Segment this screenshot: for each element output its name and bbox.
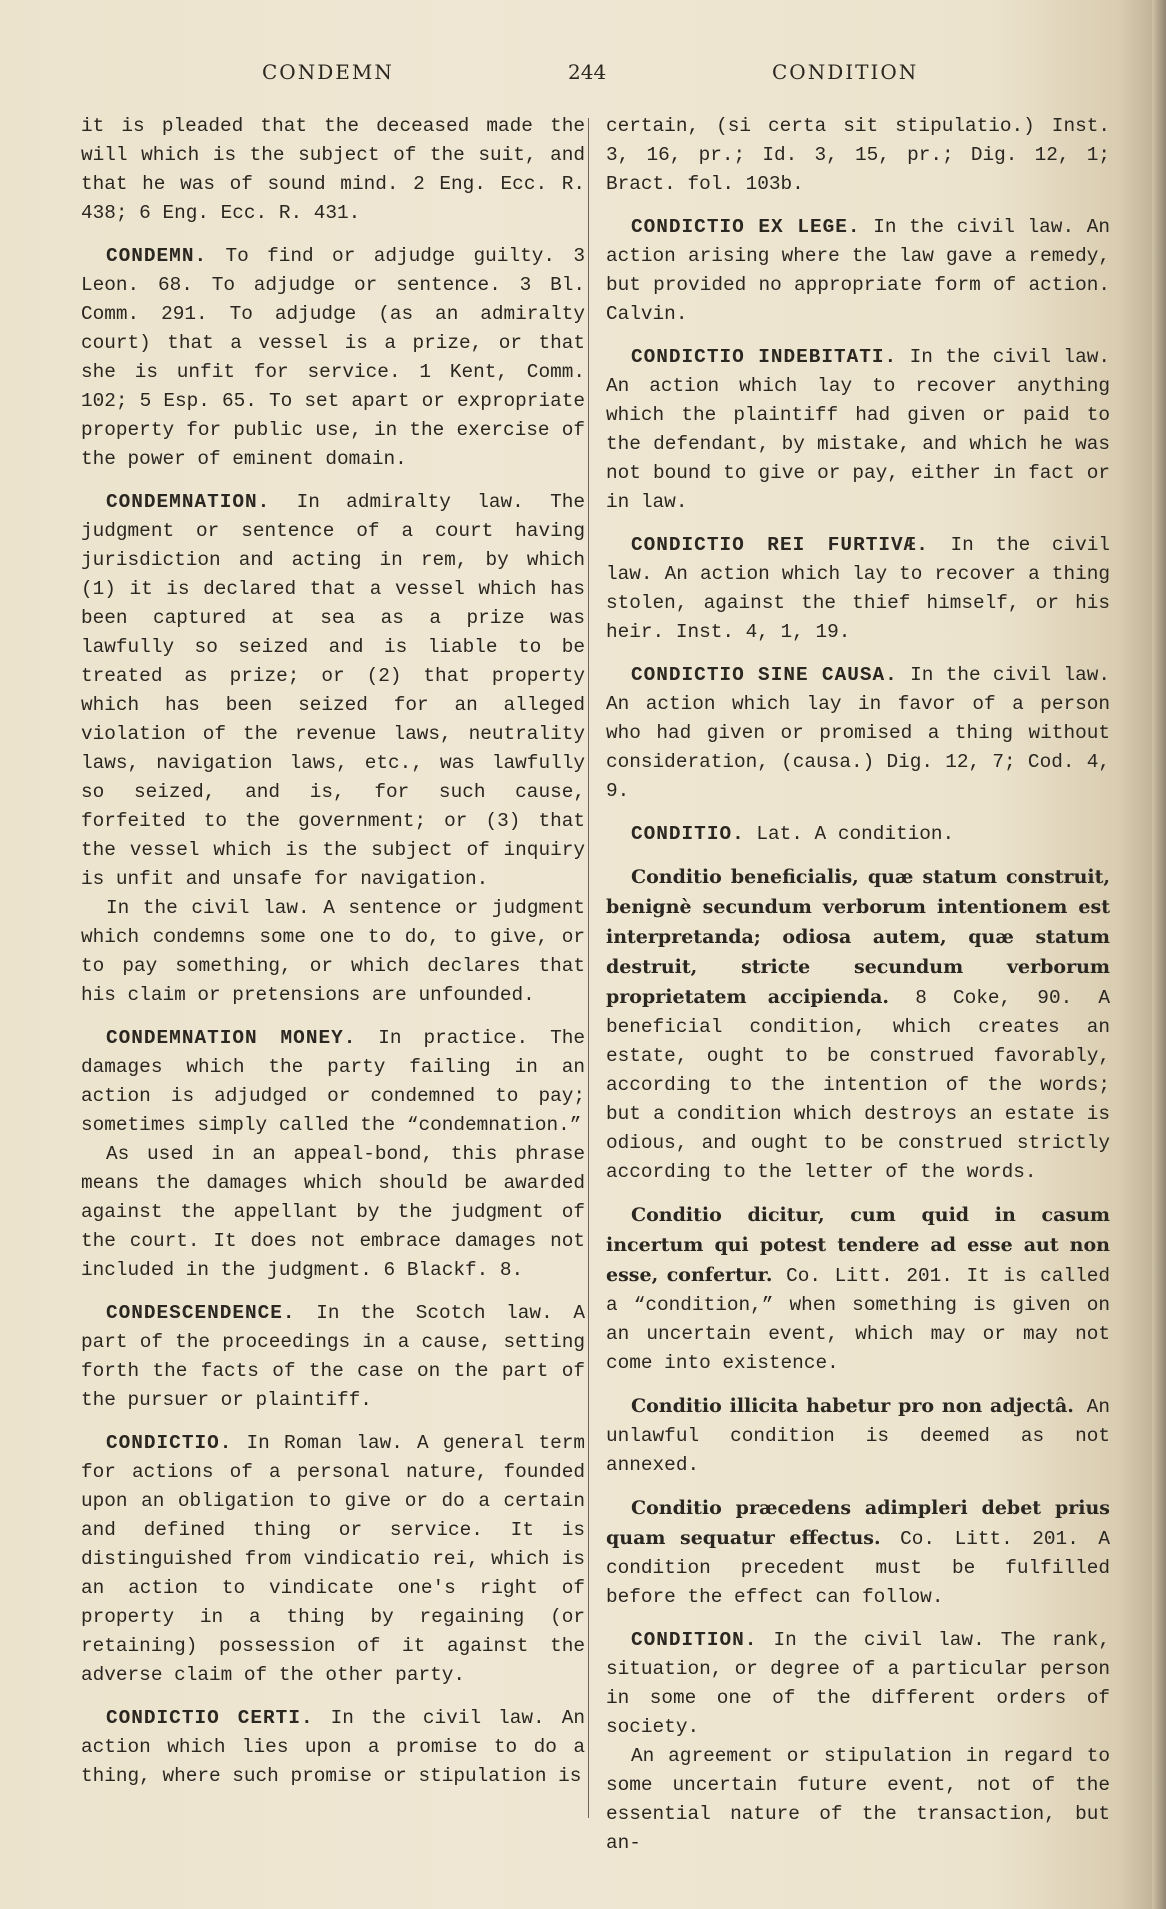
maxim-text: Conditio illicita habetur pro non adjectâ.: [631, 1395, 1074, 1417]
right-column: [606, 112, 1110, 1872]
entry-headword: CONDICTIO CERTI.: [106, 1707, 314, 1729]
entry-text: In the Scotch law. A part of the proceedings in a cause, setting forth the facts of the case on the part of the pursuer or plaintiff.: [81, 1302, 585, 1411]
entry-text: To find or adjudge guilty. 3 Leon. 68. To adjudge or sentence. 3 Bl. Comm. 291. To adjudge (as an admiralty court) that a vessel is a prize, or that she is unfit for service. 1 Kent, Comm. 102; 5 Esp. 65. To set apart or expropriate property for public use, in the exercise of the power of eminent domain.: [81, 245, 585, 470]
entry-condictio-sine-causa: [606, 661, 1110, 806]
entry-headword: CONDICTIO EX LEGE.: [631, 216, 861, 238]
entry-headword: CONDICTIO SINE CAUSA.: [631, 664, 898, 686]
entry-text: In Roman law. A general term for actions of a personal nature, founded upon an obligation to give or do a certain and defined thing or service. It is distinguished from vindicatio rei, which is an action to vindicate one's right of property in a thing by regaining (or retaining) possession of it against the adverse claim of the other party.: [81, 1432, 585, 1686]
entry-continuation: [81, 112, 585, 228]
entry-condictio-ex-lege: [606, 213, 1110, 329]
entry-text: In admiralty law. The judgment or sentence of a court having jurisdiction and acting in rem, by which (1) it is declared that a vessel which has been captured at sea as a prize was lawfully so seized and is liable to be treated as prize; or (2) that property which has been seized for an alleged violation of the revenue laws, neutrality laws, navigation laws, etc., was lawfully so seized, and is, for such cause, forfeited to the government; or (3) that the vessel which is the subject of inquiry is unfit and unsafe for navigation.: [81, 491, 585, 890]
maxim-conditio-praecedens: [606, 1494, 1110, 1612]
entry-headword: CONDITION.: [631, 1629, 758, 1651]
entry-text: it is pleaded that the deceased made the will which is the subject of the suit, and that he was of sound mind. 2 Eng. Ecc. R. 438; 6 Eng. Ecc. R. 431.: [81, 115, 585, 224]
entry-condemn: [81, 242, 585, 474]
entry-conditio: [606, 820, 1110, 849]
entry-condictio-certi: [81, 1704, 585, 1791]
entry-text-continued: As used in an appeal-bond, this phrase means the damages which should be awarded against the appellant by the judgment of the court. It does not embrace damages not included in the judgment. 6 Blackf. 8.: [81, 1143, 585, 1281]
page-number: 244: [568, 60, 607, 84]
entry-headword: CONDESCENDENCE.: [106, 1302, 296, 1324]
maxim-translation: Co. Litt. 201. It is called a “condition,” when something is given on an uncertain event, which may or may not come into existence.: [606, 1265, 1110, 1374]
entry-condescendence: [81, 1299, 585, 1415]
page-edge: [1152, 0, 1166, 1909]
entry-condictio-indebitati: [606, 343, 1110, 517]
left-column: [81, 112, 585, 1805]
maxim-conditio-beneficialis: [606, 863, 1110, 1187]
entry-condictio: [81, 1429, 585, 1690]
header-right-guide-word: CONDITION: [772, 60, 919, 84]
entry-text: In the civil law. An action which lay to recover a thing stolen, against the thief himself, or his heir. Inst. 4, 1, 19.: [606, 534, 1111, 643]
maxim-translation: Co. Litt. 201. A condition precedent must be fulfilled before the effect can follow.: [606, 1528, 1110, 1608]
entry-condictio-rei-furtivae: [606, 531, 1110, 647]
maxim-conditio-dicitur: [606, 1201, 1110, 1378]
entry-text: Lat. A condition.: [756, 823, 955, 845]
maxim-translation: An unlawful condition is deemed as not annexed.: [606, 1396, 1111, 1476]
entry-text-continued: An agreement or stipulation in regard to some uncertain future event, not of the essential nature of the transaction, but an-: [606, 1745, 1110, 1854]
maxim-text: Conditio præcedens adimpleri debet prius quam sequatur effectus.: [606, 1497, 1110, 1549]
entry-text-continued: In the civil law. A sentence or judgment which condemns some one to do, to give, or to pay something, or which declares that his claim or pretensions are unfounded.: [81, 897, 585, 1006]
entry-text: In the civil law. An action which lay in favor of a person who had given or promised a thing without consideration, (causa.) Dig. 12, 7; Cod. 4, 9.: [606, 664, 1110, 802]
entry-continuation: [606, 112, 1110, 199]
entry-condemnation: [81, 488, 585, 1010]
maxim-text: Conditio dicitur, cum quid in casum incertum qui potest tendere ad esse aut non esse, confertur.: [606, 1204, 1110, 1286]
entry-condemnation-money: [81, 1024, 585, 1285]
entry-condition: [606, 1626, 1110, 1858]
column-divider: [588, 118, 589, 1818]
running-header: [0, 60, 1166, 90]
entry-text: In practice. The damages which the party failing in an action is adjudged or condemned to pay; sometimes simply called the “condemnation.”: [81, 1027, 585, 1136]
entry-text: In the civil law. An action which lies upon a promise to do a thing, where such promise or stipulation is: [81, 1707, 585, 1787]
entry-headword: CONDICTIO.: [106, 1432, 233, 1454]
entry-headword: CONDEMNATION.: [106, 491, 271, 513]
maxim-conditio-illicita: [606, 1392, 1110, 1480]
maxim-text: Conditio beneficialis, quæ statum construit, benignè secundum verborum intentionem est interpretanda; odiosa autem, quæ statum destruit, stricte secundum verborum proprietatem accipienda.: [606, 866, 1110, 1008]
entry-text: certain, (si certa sit stipulatio.) Inst. 3, 16, pr.; Id. 3, 15, pr.; Dig. 12, 1; Bract. fol. 103b.: [606, 115, 1110, 195]
entry-headword: CONDITIO.: [631, 823, 745, 845]
header-left-guide-word: CONDEMN: [262, 60, 394, 84]
entry-text: In the civil law. An action arising where the law gave a remedy, but provided no appropriate form of action. Calvin.: [606, 216, 1111, 325]
maxim-translation: 8 Coke, 90. A beneficial condition, which creates an estate, ought to be construed favorably, according to the intention of the words; but a condition which destroys an estate is odious, and ought to be construed strictly according to the letter of the words.: [606, 987, 1111, 1183]
entry-headword: CONDEMNATION MONEY.: [106, 1027, 357, 1049]
entry-headword: CONDEMN.: [106, 245, 208, 267]
entry-headword: CONDICTIO REI FURTIVÆ.: [631, 534, 929, 556]
entry-headword: CONDICTIO INDEBITATI.: [631, 346, 898, 368]
entry-text: In the civil law. The rank, situation, or degree of a particular person in some one of the different orders of society.: [606, 1629, 1110, 1738]
entry-text: In the civil law. An action which lay to recover anything which the plaintiff had given or paid to the defendant, by mistake, and which he was not bound to give or pay, either in fact or in law.: [606, 346, 1110, 513]
